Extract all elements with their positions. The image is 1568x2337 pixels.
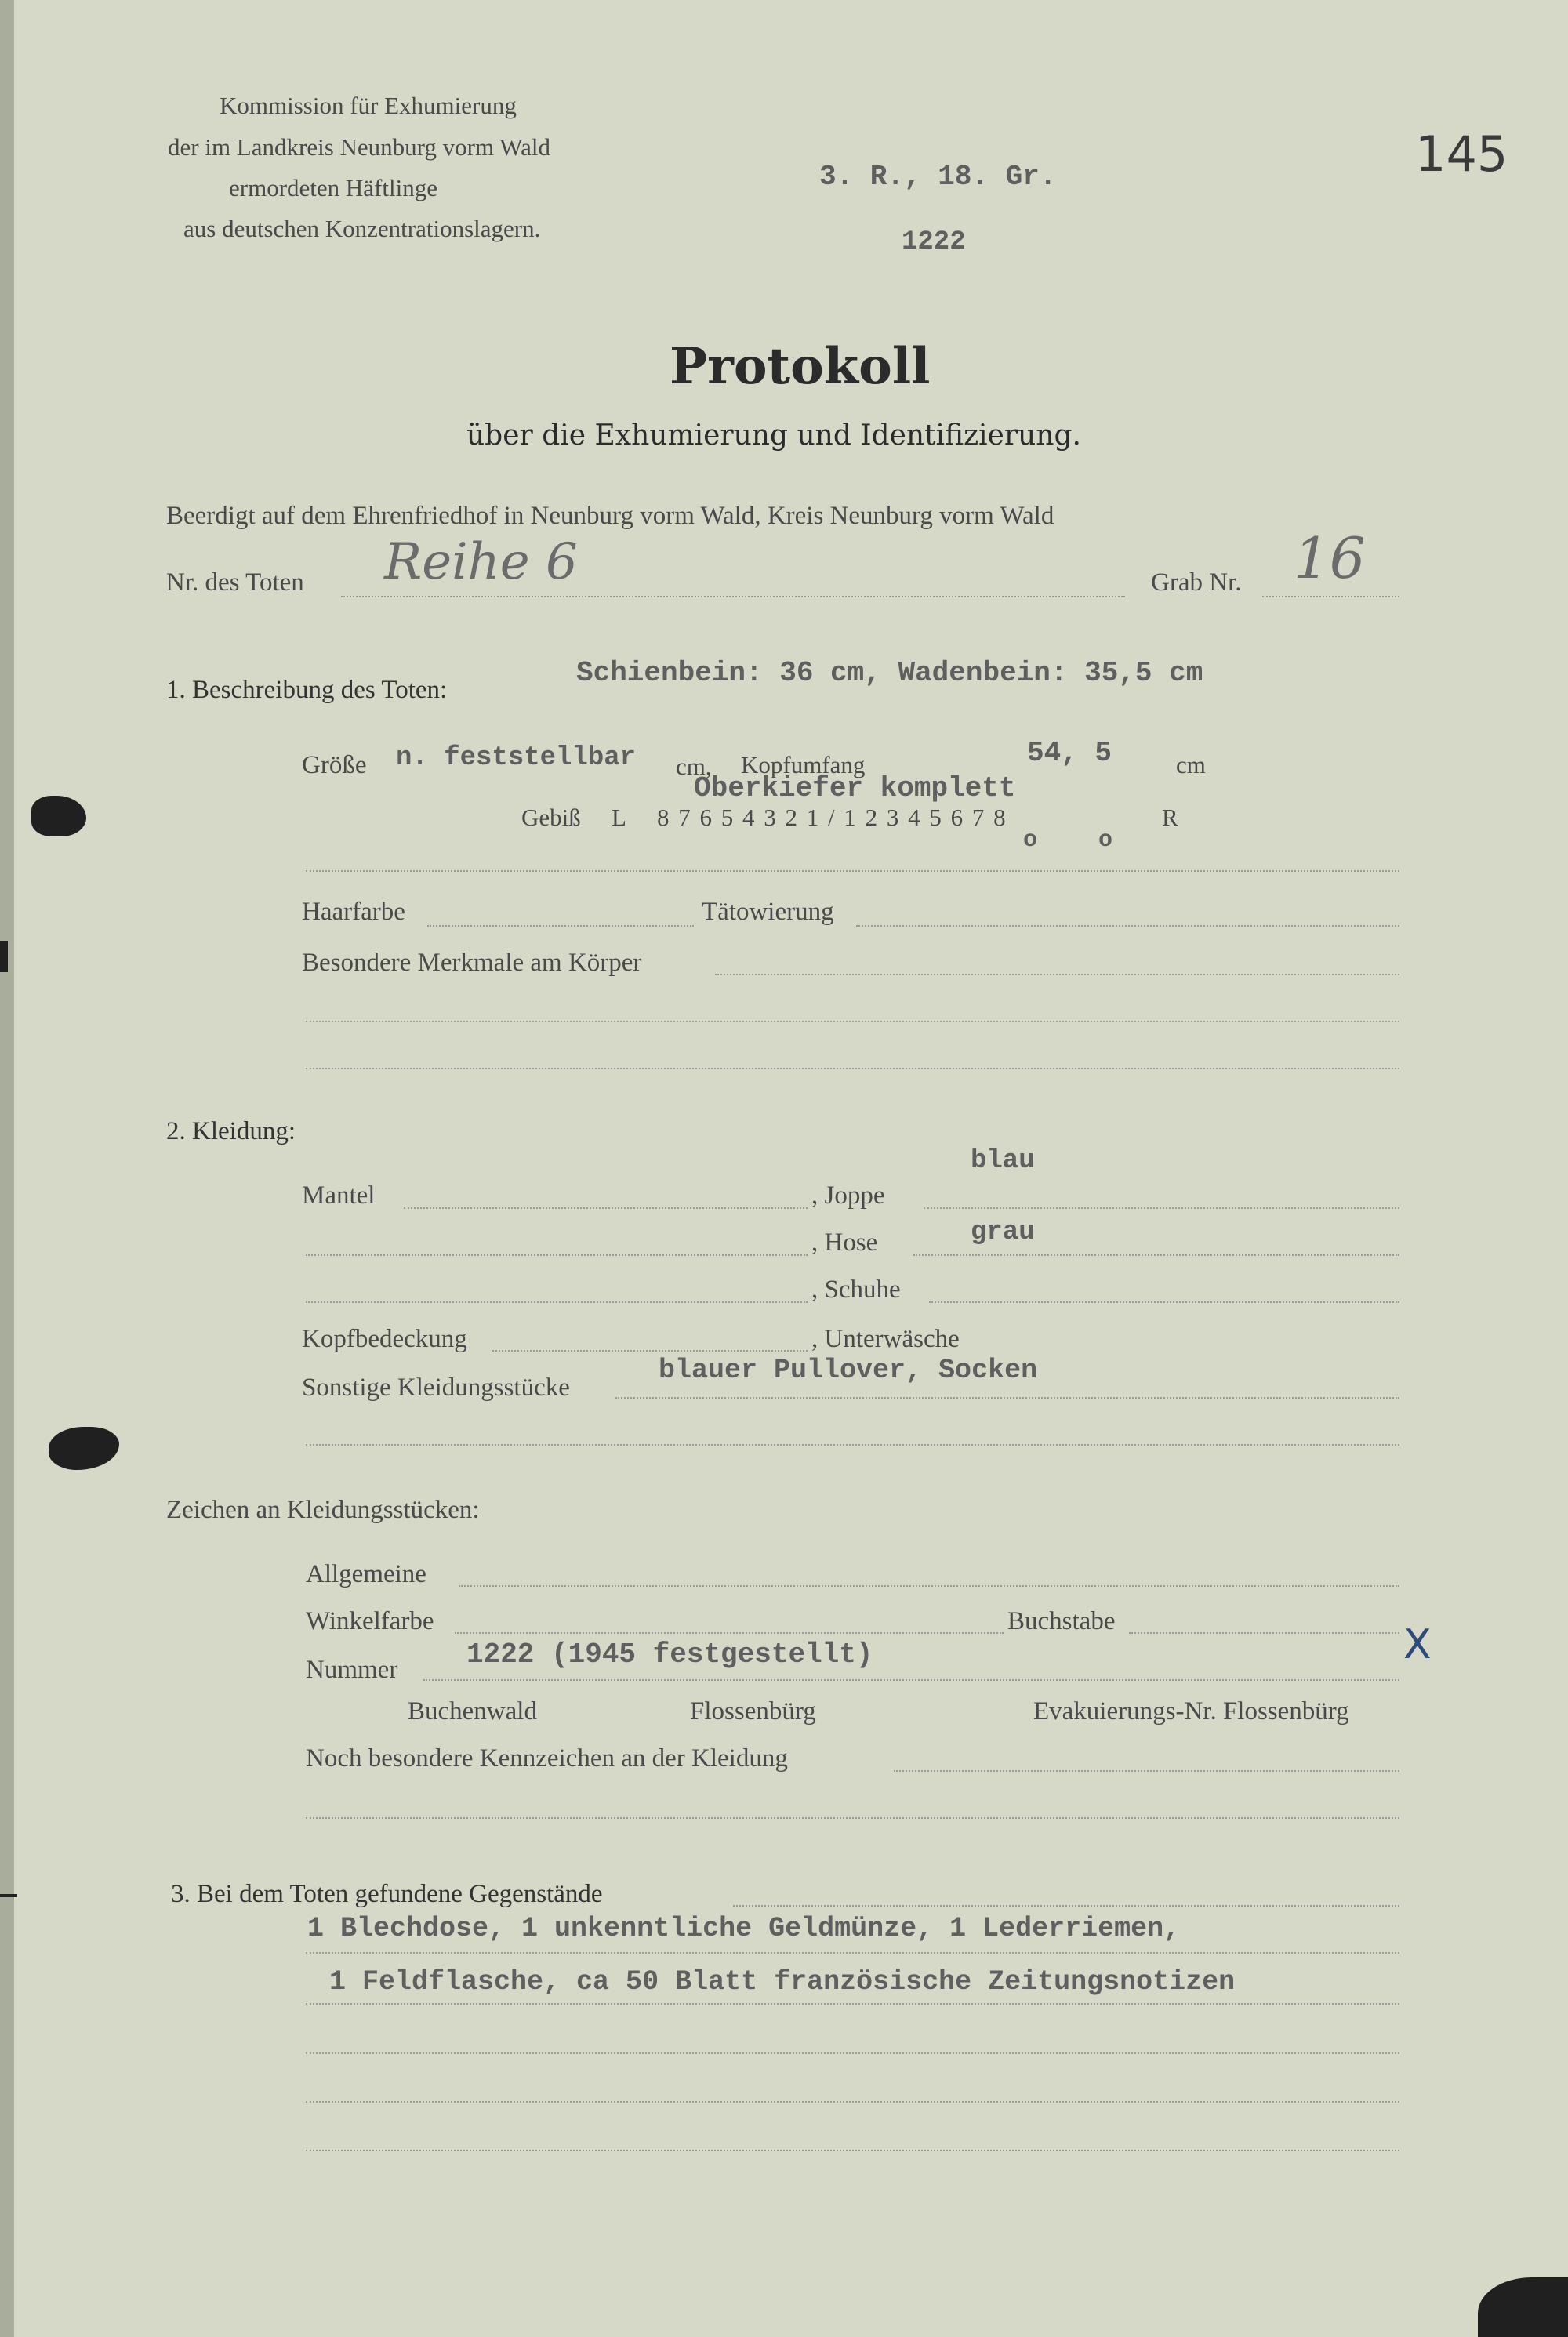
section-2-heading: 2. Kleidung: <box>166 1117 296 1145</box>
dead-number-label: Nr. des Toten <box>166 568 304 597</box>
edge-tick-1 <box>0 941 8 972</box>
section-3-line-4 <box>306 2101 1399 2103</box>
letter-label: Buchstabe <box>1007 1607 1116 1635</box>
triangle-color-label: Winkelfarbe <box>306 1607 434 1635</box>
other-clothing-label: Sonstige Kleidungsstücke <box>302 1374 570 1402</box>
number-label: Nummer <box>306 1656 398 1684</box>
binder-mark-middle <box>49 1427 119 1470</box>
commission-line-1: Kommission für Exhumierung <box>220 92 517 119</box>
found-items-line-2: 1 Feldflasche, ca 50 Blatt französische Zeitungsnotizen <box>329 1966 1236 1998</box>
teeth-sequence: 8 7 6 5 4 3 2 1 / 1 2 3 4 5 6 7 8 <box>657 804 1007 831</box>
hair-color-line <box>427 925 694 927</box>
section-3-line-5 <box>306 2150 1399 2151</box>
coat-line <box>404 1207 808 1209</box>
jacket-value: blau <box>971 1146 1035 1176</box>
found-items-line-1: 1 Blechdose, 1 unkenntliche Geldmünze, 1 Lederriemen, <box>307 1913 1181 1944</box>
section-1-line-a <box>306 870 1399 872</box>
height-unit: cm, <box>676 753 712 780</box>
grave-number-label: Grab Nr. <box>1151 568 1242 597</box>
evacuation-number-label: Evakuierungs-Nr. Flossenbürg <box>1033 1697 1349 1726</box>
head-circumference-unit: cm <box>1176 751 1206 778</box>
edge-tick-2 <box>0 1894 17 1897</box>
head-circumference-value: 54, 5 <box>1027 737 1112 769</box>
section-1-line-c <box>306 1068 1399 1069</box>
document-subtitle: über die Exhumierung und Identifizierung. <box>466 419 1081 452</box>
number-line <box>423 1679 1399 1681</box>
shoes-line <box>929 1301 1399 1303</box>
bone-measurements: Schienbein: 36 cm, Wadenbein: 35,5 cm <box>576 657 1203 689</box>
dead-number-value: Reihe 6 <box>384 533 578 591</box>
jacket-label: , Joppe <box>811 1181 885 1210</box>
height-value: n. feststellbar <box>396 743 637 773</box>
commission-line-2: der im Landkreis Neunburg vorm Wald <box>168 133 550 161</box>
page-edge-shadow <box>0 0 14 2337</box>
teeth-label: Gebiß <box>521 804 581 831</box>
letter-line <box>1129 1632 1399 1634</box>
other-marks-label: Noch besondere Kennzeichen an der Kleidung <box>306 1744 788 1773</box>
number-value: 1222 (1945 festgestellt) <box>466 1638 873 1671</box>
x-mark: X <box>1403 1621 1432 1668</box>
other-clothing-value: blauer Pullover, Socken <box>659 1355 1038 1386</box>
flossenburg-label: Flossenbürg <box>690 1697 816 1726</box>
commission-line-4: aus deutschen Konzentrationslagern. <box>183 215 541 242</box>
missing-teeth-marks: o o <box>1023 827 1137 854</box>
shoes-label: , Schuhe <box>811 1276 901 1304</box>
tattoo-label: Tätowierung <box>702 898 834 926</box>
general-label: Allgemeine <box>306 1560 426 1588</box>
head-circumference-label: Kopfumfang <box>741 751 866 778</box>
other-marks-line <box>894 1770 1399 1772</box>
section-3-line-3 <box>306 2052 1399 2054</box>
commission-line-3: ermordeten Häftlinge <box>229 174 437 201</box>
section-2-line-a <box>306 1444 1399 1446</box>
shoes-line-left <box>306 1301 808 1303</box>
body-features-label: Besondere Merkmale am Körper <box>302 949 642 977</box>
underwear-label: , Unterwäsche <box>811 1325 960 1353</box>
pants-line-left <box>306 1254 808 1256</box>
section-1-heading: 1. Beschreibung des Toten: <box>166 676 448 704</box>
tattoo-line <box>856 925 1399 927</box>
jaw-note: Oberkiefer komplett <box>694 772 1016 804</box>
general-line <box>459 1585 1399 1587</box>
jacket-line <box>924 1207 1399 1209</box>
hair-color-label: Haarfarbe <box>302 898 405 926</box>
pants-line <box>913 1254 1399 1256</box>
document-title: Protokoll <box>670 337 931 396</box>
corner-tear <box>1478 2277 1568 2337</box>
other-clothing-line <box>615 1397 1399 1399</box>
burial-place: Beerdigt auf dem Ehrenfriedhof in Neunburg vorm Wald, Kreis Neunburg vorm Wald <box>166 502 1054 530</box>
pants-label: , Hose <box>811 1228 878 1257</box>
clothing-marks-heading: Zeichen an Kleidungsstücken: <box>166 1496 480 1524</box>
triangle-color-line <box>455 1632 1004 1634</box>
pants-value: grau <box>971 1217 1035 1247</box>
section-1-line-b <box>306 1021 1399 1022</box>
height-label: Größe <box>302 751 367 779</box>
section-3-line-0 <box>733 1905 1399 1907</box>
headwear-label: Kopfbedeckung <box>302 1325 467 1353</box>
reference-code: 3. R., 18. Gr. <box>819 161 1057 193</box>
reference-number: 1222 <box>902 227 966 257</box>
page-number: 145 <box>1415 125 1508 183</box>
grave-number-line <box>1262 596 1399 597</box>
buchenwald-label: Buchenwald <box>408 1697 537 1726</box>
teeth-left-label: L <box>612 804 626 831</box>
teeth-right-label: R <box>1162 804 1178 831</box>
grave-number-value: 16 <box>1294 525 1366 591</box>
section-3-heading: 3. Bei dem Toten gefundene Gegenstände <box>171 1880 603 1908</box>
section-3-line-1 <box>306 1952 1399 1954</box>
body-features-line <box>715 974 1399 975</box>
headwear-line <box>492 1350 808 1352</box>
dead-number-line <box>341 596 1125 597</box>
binder-mark-top <box>31 796 86 836</box>
section-2-line-b <box>306 1817 1399 1819</box>
coat-label: Mantel <box>302 1181 376 1210</box>
section-3-line-2 <box>306 2003 1399 2005</box>
